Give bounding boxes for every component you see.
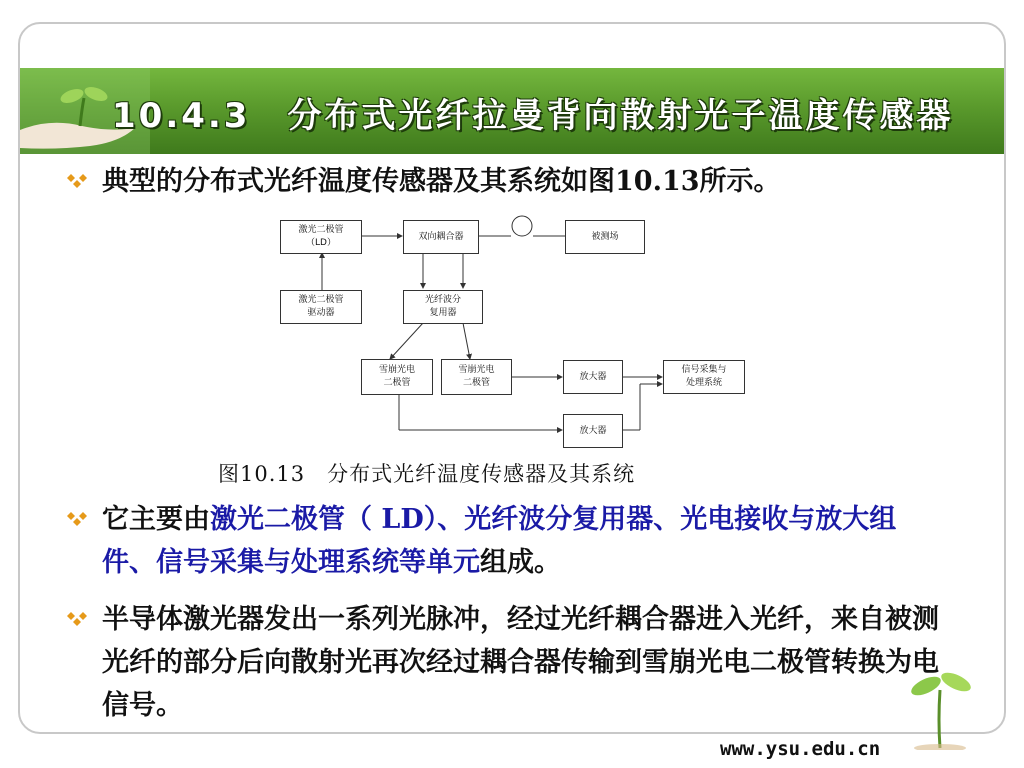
bullet-1-text: 典型的分布式光纤温度传感器及其系统如图10.13所示。 xyxy=(102,166,781,197)
bullet-1 xyxy=(64,160,944,203)
figure-caption: 图10.13 分布式光纤温度传感器及其系统 xyxy=(218,462,636,486)
coupler-box: 双向耦合器 xyxy=(403,220,479,254)
bullet-2-lead: 它主要由 xyxy=(102,504,210,535)
daq-box: 信号采集与 处理系统 xyxy=(663,360,745,394)
apd-box-1: 雪崩光电 二极管 xyxy=(361,359,433,395)
footer-url[interactable]: www.ysu.edu.cn xyxy=(720,738,881,760)
driver-box: 激光二极管 驱动器 xyxy=(280,290,362,324)
bullet-2-text xyxy=(64,498,944,584)
diamond-bullet-icon xyxy=(64,510,90,530)
slide-title: 10.4.3 分布式光纤拉曼背向散射光子温度传感器 xyxy=(112,96,954,136)
bullet-2 xyxy=(64,498,944,584)
wdm-box: 光纤波分 复用器 xyxy=(403,290,483,324)
system-diagram xyxy=(275,212,755,452)
field-box: 被测场 xyxy=(565,220,645,254)
diamond-bullet-icon xyxy=(64,172,90,192)
diamond-bullet-icon xyxy=(64,610,90,630)
ld-box: 激光二极管 （LD） xyxy=(280,220,362,254)
bullet-2-tail: 组成。 xyxy=(480,547,561,578)
bullet-3 xyxy=(64,598,944,727)
amplifier-box-1: 放大器 xyxy=(563,360,623,394)
bullet-3-text: 半导体激光器发出一系列光脉冲，经过光纤耦合器进入光纤，来自被测光纤的部分后向散射光再次经过耦合器传输到雪崩光电二极管转换为电信号。 xyxy=(102,604,939,721)
apd-box-2: 雪崩光电 二极管 xyxy=(441,359,512,395)
amplifier-box-2: 放大器 xyxy=(563,414,623,448)
sprout-icon xyxy=(900,660,980,750)
bullet-2-highlight: 激光二极管（ LD）、光纤波分复用器、光电接收与放大组件、信号采集与处理系统等单元 xyxy=(102,504,897,578)
